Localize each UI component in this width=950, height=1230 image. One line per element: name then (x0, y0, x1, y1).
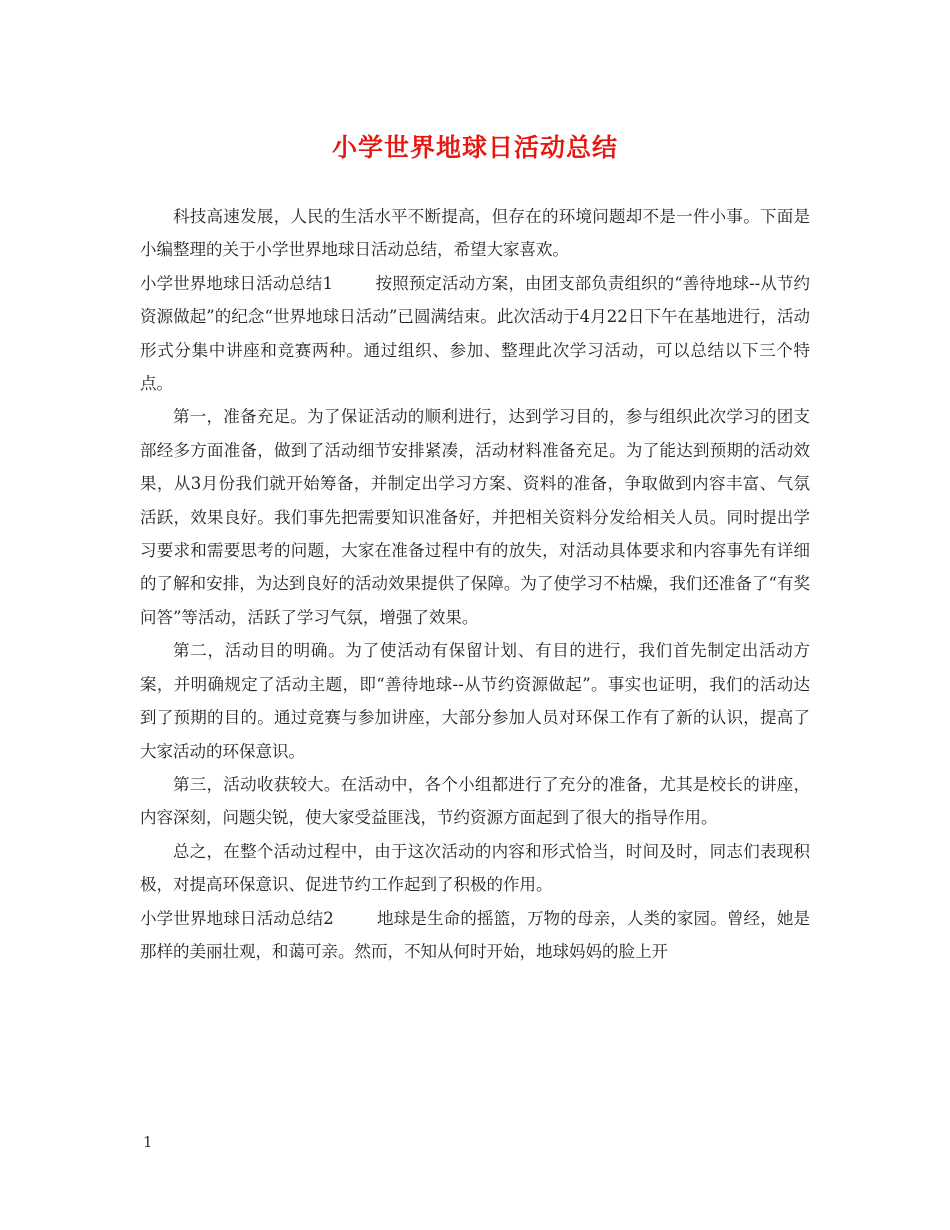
conclusion-paragraph: 总之，在整个活动过程中，由于这次活动的内容和形式恰当，时间及时，同志们表现积极，对提高环保意识、促进节约工作起到了积极的作用。 (140, 841, 810, 895)
section-1-paragraph (140, 267, 810, 401)
point-1-paragraph: 第一，准备充足。为了保证活动的顺利进行，达到学习目的，参与组织此次学习的团支部经多方面准备，做到了活动细节安排紧凑，活动材料准备充足。为了能达到预期的活动效果，从3月份我们就开始筹备，并制定出学习方案、资料的准备，争取做到内容丰富、气氛活跃，效果良好。我们事先把需要知识准备好，并把相关资料分发给相关人员。同时提出学习要求和需要思考的问题，大家在准备过程中有的放失，对活动具体要求和内容事先有详细的了解和安排，为达到良好的活动效果提供了保障。为了使学习不枯燥，我们还准备了“有奖问答”等活动，活跃了学习气氛，增强了效果。 (140, 407, 810, 627)
section-2-text: 地球是生命的摇篮，万物的母亲，人类的家园。曾经，她是那样的美丽壮观，和蔼可亲。然而，不知从何时开始，地球妈妈的脸上开 (140, 908, 811, 961)
intro-paragraph: 科技高速发展，人民的生活水平不断提高，但存在的环境问题却不是一件小事。下面是小编整理的关于小学世界地球日活动总结，希望大家喜欢。 (140, 207, 810, 260)
point-3-paragraph: 第三，活动收获较大。在活动中，各个小组都进行了充分的准备，尤其是校长的讲座，内容深刻，问题尖锐，使大家受益匪浅，节约资源方面起到了很大的指导作用。 (140, 774, 810, 828)
section-heading-1: 小学世界地球日活动总结1 (140, 273, 333, 293)
point-2-paragraph: 第二，活动目的明确。为了使活动有保留计划、有目的进行，我们首先制定出活动方案，并明确规定了活动主题，即“善待地球--从节约资源做起”。事实也证明，我们的活动达到了预期的目的。通过竞赛与参加讲座，大部分参加人员对环保工作有了新的认识，提高了大家活动的环保意识。 (140, 641, 810, 761)
document-body (140, 200, 810, 968)
heading-gap (334, 909, 377, 928)
page-number: 1 (143, 1133, 153, 1151)
section-1-text: 按照预定活动方案，由团支部负责组织的“善待地球--从节约资源做起”的纪念“世界地球日活动”已圆满结束。此次活动于4月22日下午在基地进行，活动形式分集中讲座和竞赛两种。通过组织、参加、整理此次学习活动，可以总结以下三个特点。 (140, 273, 811, 394)
document-title: 小学世界地球日活动总结 (331, 133, 618, 162)
heading-gap (333, 274, 376, 293)
section-2-paragraph (140, 902, 810, 969)
section-heading-2: 小学世界地球日活动总结2 (140, 908, 334, 928)
